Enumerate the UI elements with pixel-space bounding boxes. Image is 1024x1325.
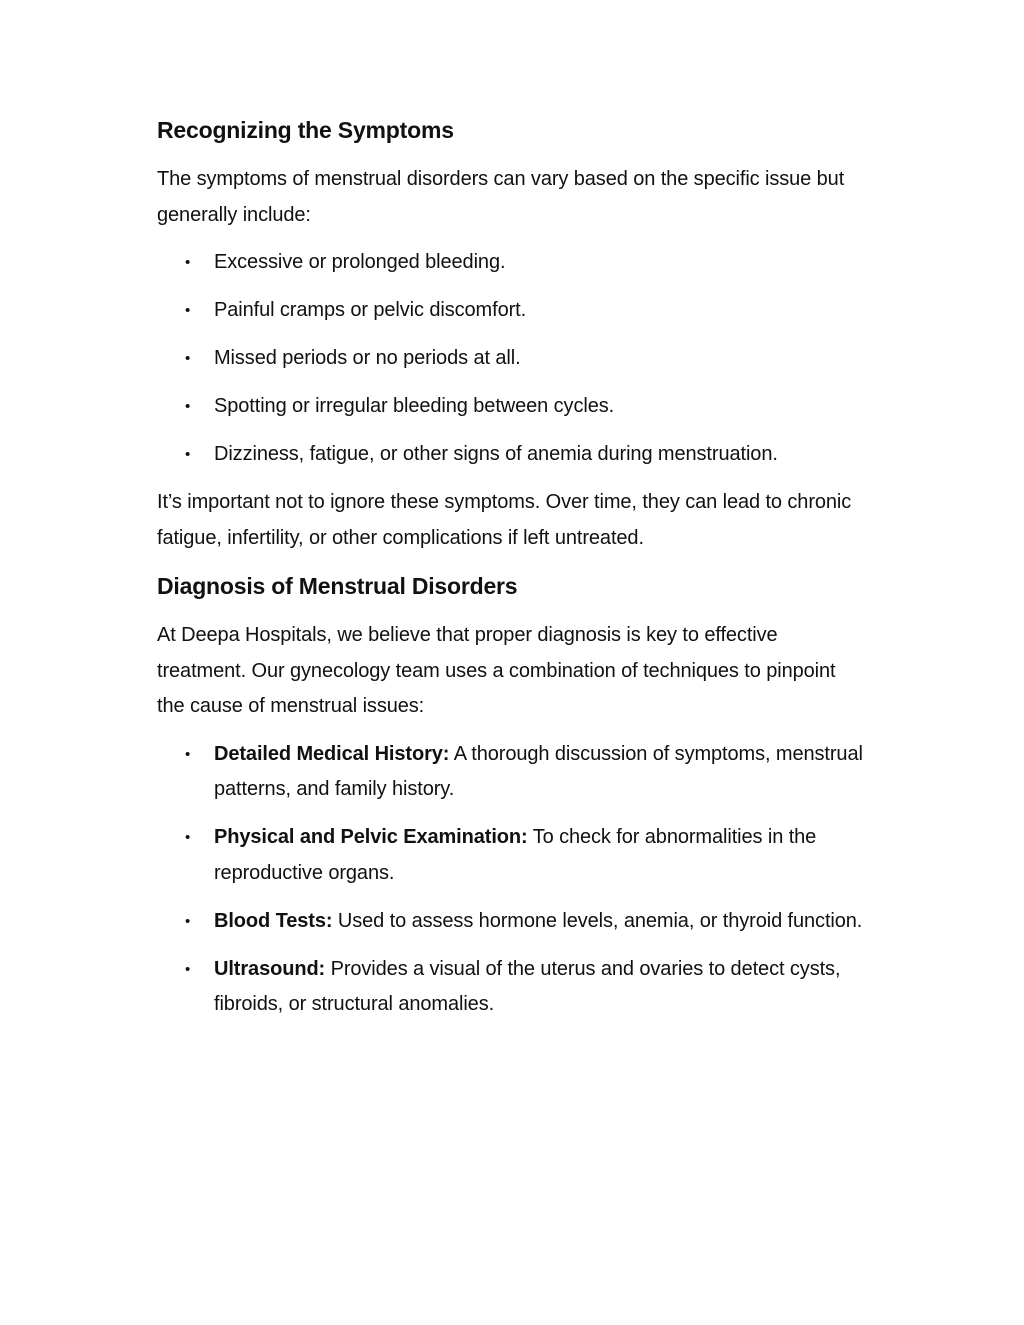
symptoms-list [157, 245, 867, 473]
list-item: • Painful cramps or pelvic discomfort. [157, 293, 867, 329]
list-item [157, 952, 867, 1023]
bullet-icon: • [185, 302, 191, 319]
list-item-text: To check for abnormalities in the reproductive organs. [214, 826, 817, 884]
bullet-icon: • [185, 960, 191, 978]
diagnosis-intro: At Deepa Hospitals, we believe that proper diagnosis is key to effective treatment. Our gynecology team uses a combination of techniques to pinpoint the cause of menstrual issues: [157, 624, 836, 717]
list-item: • Excessive or prolonged bleeding. [157, 245, 867, 281]
list-item [157, 904, 867, 940]
bullet-icon: • [185, 446, 191, 463]
list-item-term: Ultrasound: [214, 957, 326, 980]
document-page [157, 112, 867, 1035]
list-item [157, 737, 867, 808]
list-item-term: Detailed Medical History: [214, 742, 450, 765]
list-item-term: Physical and Pelvic Examination: [214, 826, 528, 848]
list-item-text: Provides a visual of the uterus and ovaries to detect cysts, fibroids, or structural anomalies. [214, 957, 841, 1015]
bullet-icon: • [185, 745, 191, 763]
section-heading-diagnosis: Diagnosis of Menstrual Disorders [157, 573, 518, 599]
bullet-icon: • [185, 912, 191, 930]
symptoms-intro: The symptoms of menstrual disorders can vary based on the specific issue but generally include: [157, 168, 845, 226]
list-item: • Missed periods or no periods at all. [157, 341, 867, 377]
bullet-icon: • [185, 829, 191, 846]
list-item [157, 820, 867, 891]
bullet-icon: • [185, 398, 191, 415]
list-item-term: Blood Tests: [214, 909, 333, 932]
bullet-icon: • [185, 350, 191, 367]
list-item-text: A thorough discussion of symptoms, menstrual patterns, and family history. [214, 742, 863, 800]
bullet-icon: • [185, 254, 191, 271]
list-item: • Dizziness, fatigue, or other signs of anemia during menstruation. [157, 437, 867, 473]
list-item-text: Used to assess hormone levels, anemia, or thyroid function. [332, 909, 863, 932]
section-heading-symptoms: Recognizing the Symptoms [157, 117, 454, 143]
diagnosis-list [157, 737, 867, 1023]
list-item: • Spotting or irregular bleeding between cycles. [157, 389, 867, 425]
symptoms-outro: It’s important not to ignore these symptoms. Over time, they can lead to chronic fatigue, infertility, or other complications if left untreated. [157, 491, 852, 549]
